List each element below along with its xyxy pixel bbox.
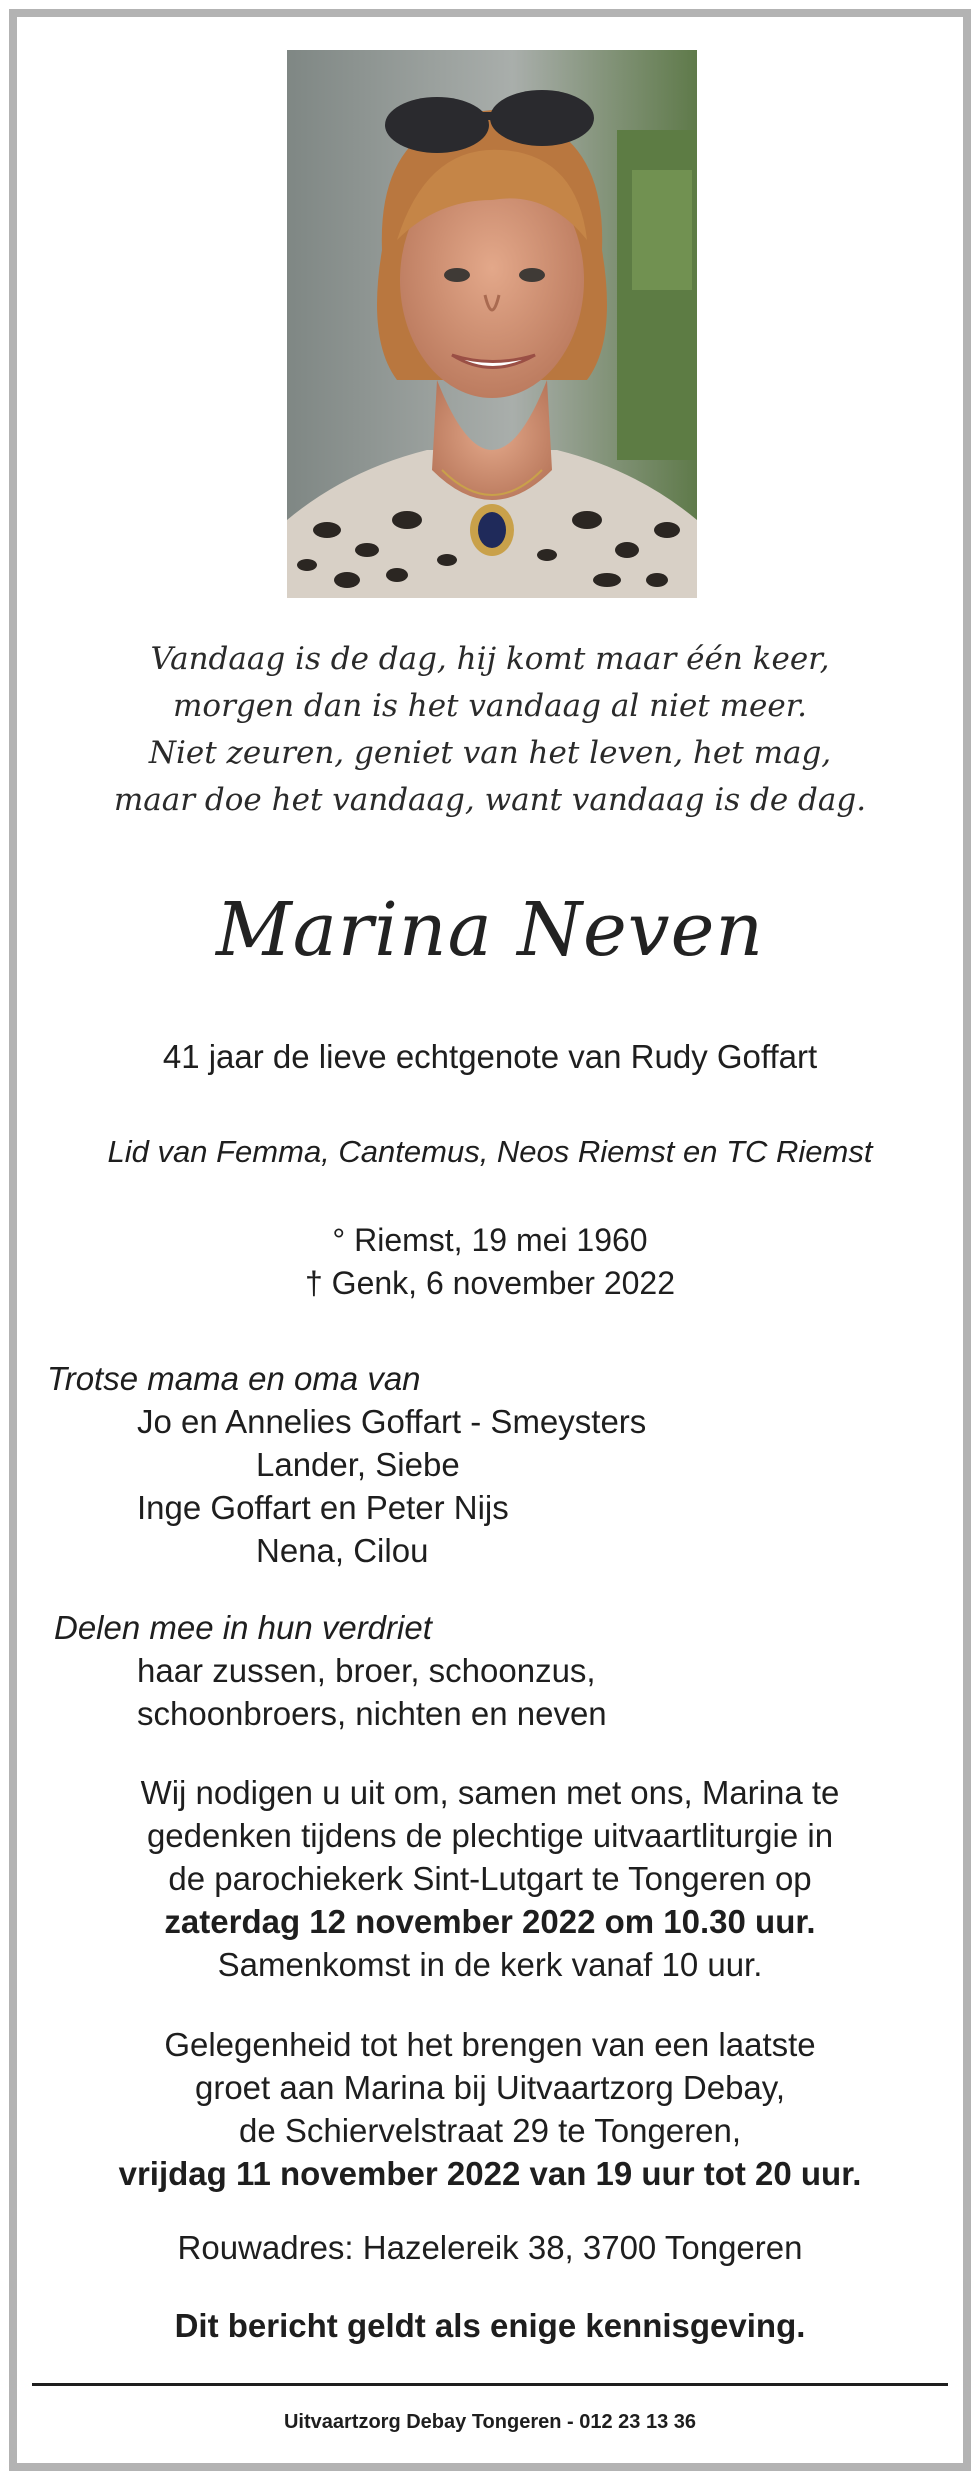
invitation-line: Wij nodigen u uit om, samen met ons, Marina te [140,1774,840,1811]
family-line: Lander, Siebe [256,1446,460,1483]
family-heading: Trotse mama en oma van [47,1360,421,1397]
gathering-line: Samenkomst in de kerk vanaf 10 uur. [217,1946,763,1983]
funeral-home-footer: Uitvaartzorg Debay Tongeren - 012 23 13 36 [283,2411,696,2433]
family-line: Nena, Cilou [256,1532,429,1569]
mourning-address: Rouwadres: Hazelereik 38, 3700 Tongeren [177,2229,803,2266]
sharing-line: haar zussen, broer, schoonzus, [137,1652,596,1689]
family-line: Jo en Annelies Goffart - Smeysters [137,1403,647,1440]
visitation-line: Gelegenheid tot het brengen van een laatste [164,2026,816,2063]
notice-line: Dit bericht geldt als enige kennisgeving. [174,2307,806,2344]
footer-divider [32,2383,948,2386]
poem-line: morgen dan is het vandaag al niet meer. [173,688,807,724]
membership-line: Lid van Femma, Cantemus, Neos Riemst en TC Riemst [107,1134,873,1169]
sharing-heading: Delen mee in hun verdriet [54,1609,432,1646]
poem [60,636,920,824]
death-line: † Genk, 6 november 2022 [304,1265,675,1301]
portrait-photo [287,50,697,598]
sharing-line: schoonbroers, nichten en neven [137,1695,607,1732]
visitation-line: de Schiervelstraat 29 te Tongeren, [238,2112,742,2149]
visitation-date: vrijdag 11 november 2022 van 19 uur tot 20 uur. [118,2155,862,2192]
poem-line: maar doe het vandaag, want vandaag is de dag. [113,782,867,818]
spouse-line: 41 jaar de lieve echtgenote van Rudy Goffart [162,1038,818,1075]
poem-line: Vandaag is de dag, hij komt maar één keer, [150,641,830,677]
invitation-line: gedenken tijdens de plechtige uitvaartliturgie in [146,1817,834,1854]
visitation-line: groet aan Marina bij Uitvaartzorg Debay, [194,2069,785,2106]
poem-line: Niet zeuren, geniet van het leven, het mag, [148,735,832,771]
funeral-date: zaterdag 12 november 2022 om 10.30 uur. [164,1903,816,1940]
family-line: Inge Goffart en Peter Nijs [137,1489,509,1526]
deceased-name: Marina Neven [215,887,765,973]
birth-line: ° Riemst, 19 mei 1960 [332,1222,648,1258]
invitation-line: de parochiekerk Sint-Lutgart te Tongeren op [168,1860,812,1897]
